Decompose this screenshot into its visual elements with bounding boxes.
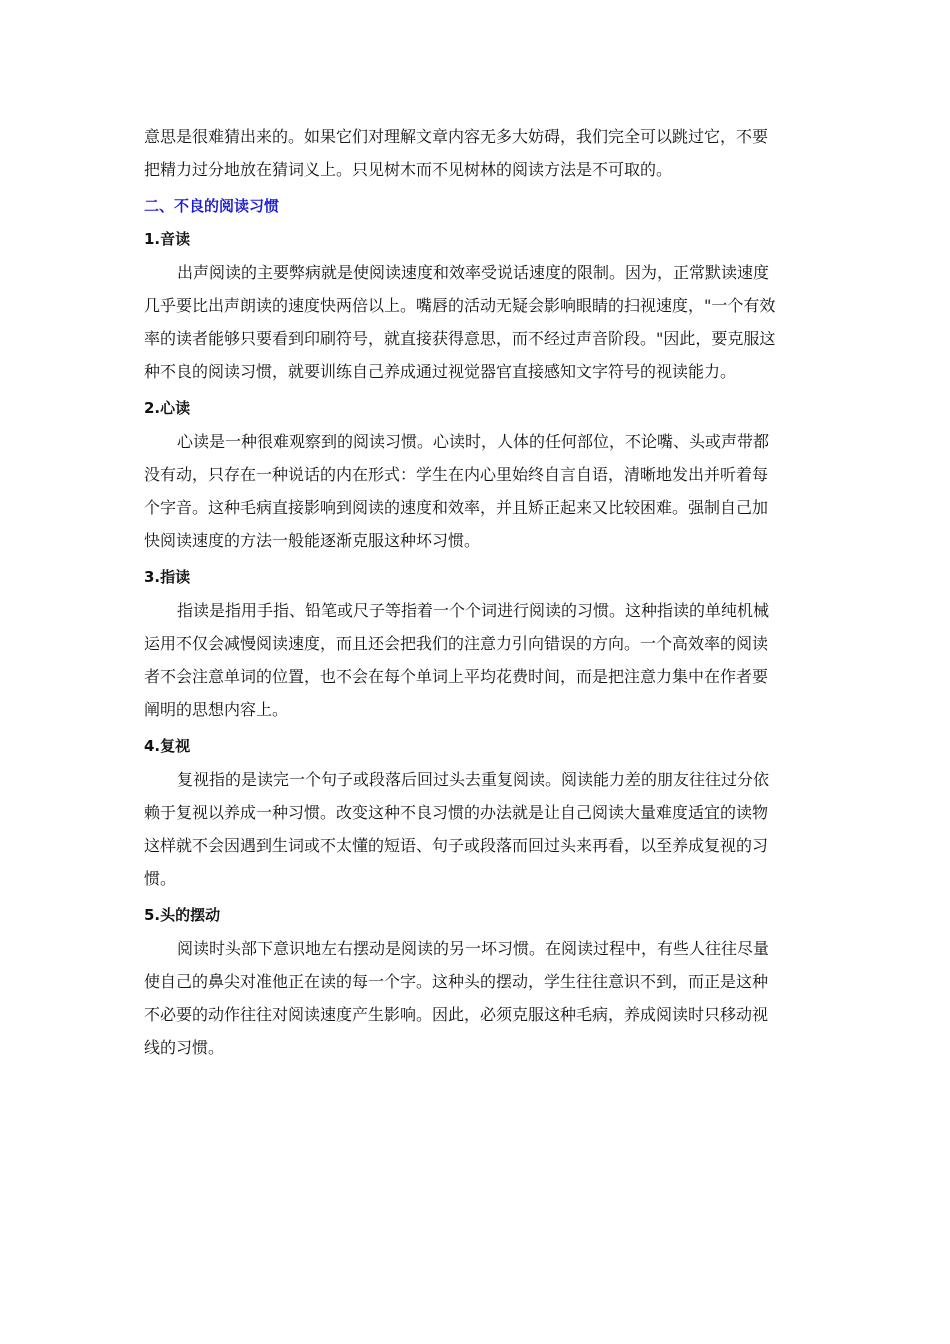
paragraph-line: 使自己的鼻尖对准他正在读的每一个字。这种头的摆动，学生往往意识不到，而正是这种 — [144, 972, 769, 991]
paragraph-line: 几乎要比出声朗读的速度快两倍以上。嘴唇的活动无疑会影响眼睛的扫视速度，"一个有效 — [144, 296, 776, 315]
paragraph-line: 惯。 — [144, 869, 177, 888]
paragraph-line: 复视指的是读完一个句子或段落后回过头去重复阅读。阅读能力差的朋友往往过分依 — [177, 770, 770, 789]
paragraph-line: 种不良的阅读习惯，就要训练自己养成通过视觉器官直接感知文字符号的视读能力。 — [144, 362, 737, 381]
intro-line: 意思是很难猜出来的。如果它们对理解文章内容无多大妨碍，我们完全可以跳过它，不要 — [144, 127, 769, 146]
paragraph-line: 个字音。这种毛病直接影响到阅读的速度和效率，并且矫正起来又比较困难。强制自己加 — [144, 498, 769, 517]
paragraph-line: 阐明的思想内容上。 — [144, 700, 289, 719]
subheading-mind-reading: 2.心读 — [144, 399, 191, 417]
paragraph-line: 线的习惯。 — [144, 1038, 225, 1057]
paragraph-line: 指读是指用手指、铅笔或尺子等指着一个个词进行阅读的习惯。这种指读的单纯机械 — [177, 601, 770, 620]
paragraph-line: 这样就不会因遇到生词或不太懂的短语、句子或段落而回过头来再看，以至养成复视的习 — [144, 836, 769, 855]
paragraph-line: 率的读者能够只要看到印刷符号，就直接获得意思，而不经过声音阶段。"因此，要克服这 — [144, 329, 776, 348]
intro-paragraph — [144, 120, 808, 186]
subheading-sound-reading: 1.音读 — [144, 230, 191, 248]
intro-line: 把精力过分地放在猜词义上。只见树木而不见树林的阅读方法是不可取的。 — [144, 160, 673, 179]
paragraph-line: 出声阅读的主要弊病就是使阅读速度和效率受说话速度的限制。因为，正常默读速度 — [177, 263, 770, 282]
subheading-regression: 4.复视 — [144, 737, 191, 755]
paragraph-line: 者不会注意单词的位置，也不会在每个单词上平均花费时间，而是把注意力集中在作者要 — [144, 667, 769, 686]
paragraph-line: 阅读时头部下意识地左右摆动是阅读的另一坏习惯。在阅读过程中，有些人往往尽量 — [177, 939, 770, 958]
paragraph-line: 没有动，只存在一种说话的内在形式：学生在内心里始终自言自语，清晰地发出并听着每 — [144, 465, 769, 484]
paragraph-line: 不必要的动作往往对阅读速度产生影响。因此，必须克服这种毛病，养成阅读时只移动视 — [144, 1005, 769, 1024]
paragraph-line: 运用不仅会减慢阅读速度，而且还会把我们的注意力引向错误的方向。一个高效率的阅读 — [144, 634, 769, 653]
subheading-finger-reading: 3.指读 — [144, 568, 191, 586]
paragraph-regression — [144, 763, 808, 895]
paragraph-head-movement — [144, 932, 808, 1064]
paragraph-line: 心读是一种很难观察到的阅读习惯。心读时，人体的任何部位，不论嘴、头或声带都 — [177, 432, 770, 451]
paragraph-sound-reading — [144, 256, 808, 388]
paragraph-line: 赖于复视以养成一种习惯。改变这种不良习惯的办法就是让自己阅读大量难度适宜的读物 — [144, 803, 769, 822]
paragraph-line: 快阅读速度的方法一般能逐渐克服这种坏习惯。 — [144, 531, 481, 550]
document-page — [144, 120, 808, 1068]
paragraph-mind-reading — [144, 425, 808, 557]
subheading-head-movement: 5.头的摆动 — [144, 906, 221, 924]
section-heading: 二、不良的阅读习惯 — [144, 197, 280, 215]
paragraph-finger-reading — [144, 594, 808, 726]
